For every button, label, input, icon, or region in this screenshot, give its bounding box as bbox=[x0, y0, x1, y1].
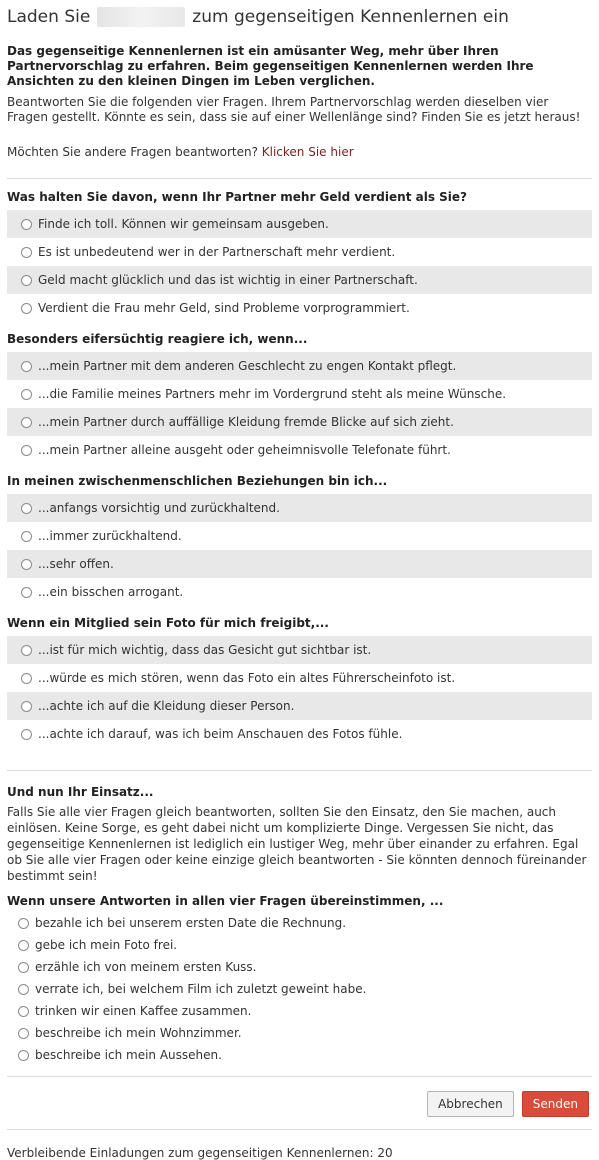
radio-button[interactable] bbox=[21, 417, 32, 428]
answer-option[interactable] bbox=[7, 522, 592, 550]
radio-button[interactable] bbox=[18, 918, 29, 929]
other-questions-link[interactable]: Klicken Sie hier bbox=[261, 145, 354, 159]
answer-label: ...ein bisschen arrogant. bbox=[38, 585, 184, 599]
answer-label: ...mein Partner durch auffällige Kleidung fremde Blicke auf sich zieht. bbox=[38, 415, 454, 429]
stake-section bbox=[7, 785, 592, 1066]
answer-option[interactable] bbox=[7, 294, 592, 322]
radio-button[interactable] bbox=[21, 503, 32, 514]
other-questions-line bbox=[7, 145, 592, 160]
send-button[interactable]: Senden bbox=[522, 1091, 589, 1117]
stake-choice[interactable] bbox=[7, 912, 592, 934]
radio-button[interactable] bbox=[18, 962, 29, 973]
title-prefix: Laden Sie bbox=[7, 7, 91, 27]
stake-choice[interactable] bbox=[7, 978, 592, 1000]
answer-label: Geld macht glücklich und das ist wichtig in einer Partnerschaft. bbox=[38, 273, 418, 287]
radio-button[interactable] bbox=[21, 275, 32, 286]
radio-button[interactable] bbox=[18, 1050, 29, 1061]
stake-choice-label: beschreibe ich mein Aussehen. bbox=[35, 1048, 222, 1062]
question-title: Was halten Sie davon, wenn Ihr Partner mehr Geld verdient als Sie? bbox=[7, 190, 467, 204]
stake-condition: Wenn unsere Antworten in allen vier Fragen übereinstimmen, ... bbox=[7, 894, 444, 908]
radio-button[interactable] bbox=[21, 729, 32, 740]
stake-choice[interactable] bbox=[7, 1044, 592, 1066]
radio-button[interactable] bbox=[21, 361, 32, 372]
title-suffix: zum gegenseitigen Kennenlernen ein bbox=[192, 7, 509, 27]
cancel-button[interactable]: Abbrechen bbox=[427, 1091, 514, 1117]
radio-button[interactable] bbox=[18, 984, 29, 995]
other-questions-prompt: Möchten Sie andere Fragen beantworten? bbox=[7, 145, 258, 159]
divider bbox=[7, 1076, 592, 1077]
divider bbox=[7, 770, 592, 771]
intro-bold-text: Das gegenseitige Kennenlernen ist ein amüsanter Weg, mehr über Ihren Partnervorschlag zu erfahren. Beim gegenseitigen Kennenlernen werden Ihre Ansichten zu den kleinen Dingen im Leben verglichen. bbox=[7, 44, 534, 88]
answer-option[interactable] bbox=[7, 352, 592, 380]
answer-label: ...sehr offen. bbox=[38, 557, 114, 571]
remaining-label: Verbleibende Einladungen zum gegenseitigen Kennenlernen: bbox=[7, 1146, 374, 1160]
radio-button[interactable] bbox=[21, 219, 32, 230]
radio-button[interactable] bbox=[21, 587, 32, 598]
answer-option[interactable] bbox=[7, 436, 592, 464]
answer-option[interactable] bbox=[7, 578, 592, 606]
question-3 bbox=[7, 474, 592, 606]
question-4 bbox=[7, 616, 592, 748]
answer-label: ...achte ich darauf, was ich beim Anschauen des Fotos fühle. bbox=[38, 727, 403, 741]
remaining-invitations bbox=[7, 1146, 592, 1160]
answer-label: Es ist unbedeutend wer in der Partnerschaft mehr verdient. bbox=[38, 245, 396, 259]
intro-section bbox=[7, 44, 592, 160]
remaining-count: 20 bbox=[377, 1146, 393, 1160]
answer-label: Finde ich toll. Können wir gemeinsam ausgeben. bbox=[38, 217, 329, 231]
answer-option[interactable] bbox=[7, 494, 592, 522]
answer-label: ...würde es mich stören, wenn das Foto ein altes Führerscheinfoto ist. bbox=[38, 671, 456, 685]
answer-label: ...mein Partner alleine ausgeht oder geheimnisvolle Telefonate führt. bbox=[38, 443, 451, 457]
radio-button[interactable] bbox=[21, 389, 32, 400]
stake-choice-label: beschreibe ich mein Wohnzimmer. bbox=[35, 1026, 242, 1040]
radio-button[interactable] bbox=[21, 673, 32, 684]
question-1 bbox=[7, 190, 592, 322]
stake-choice-label: bezahle ich bei unserem ersten Date die Rechnung. bbox=[35, 916, 347, 930]
answer-option[interactable] bbox=[7, 692, 592, 720]
answer-label: ...immer zurückhaltend. bbox=[38, 529, 182, 543]
radio-button[interactable] bbox=[21, 559, 32, 570]
answer-option[interactable] bbox=[7, 380, 592, 408]
answer-label: ...anfangs vorsichtig und zurückhaltend. bbox=[38, 501, 280, 515]
answer-option[interactable] bbox=[7, 664, 592, 692]
radio-button[interactable] bbox=[18, 1006, 29, 1017]
radio-button[interactable] bbox=[21, 303, 32, 314]
answer-label: ...die Familie meines Partners mehr im Vordergrund steht als meine Wünsche. bbox=[38, 387, 507, 401]
stake-choice-label: trinken wir einen Kaffee zusammen. bbox=[35, 1004, 252, 1018]
answer-label: ...mein Partner mit dem anderen Geschlecht zu engen Kontakt pflegt. bbox=[38, 359, 457, 373]
radio-button[interactable] bbox=[21, 247, 32, 258]
answer-option[interactable] bbox=[7, 550, 592, 578]
stake-choice-label: verrate ich, bei welchem Film ich zuletzt geweint habe. bbox=[35, 982, 367, 996]
stake-choices bbox=[7, 912, 592, 1066]
divider bbox=[7, 178, 592, 179]
page-title bbox=[7, 0, 592, 28]
question-title: Wenn ein Mitglied sein Foto für mich freigibt,... bbox=[7, 616, 329, 630]
radio-button[interactable] bbox=[21, 645, 32, 656]
radio-button[interactable] bbox=[18, 940, 29, 951]
blurred-username bbox=[97, 7, 185, 27]
radio-button[interactable] bbox=[18, 1028, 29, 1039]
stake-choice-label: erzähle ich von meinem ersten Kuss. bbox=[35, 960, 257, 974]
intro-text: Beantworten Sie die folgenden vier Fragen. Ihrem Partnervorschlag werden dieselben vier Fragen gestellt. Könnte es sein, dass sie auf einer Wellenlänge sind? Finden Sie es jetzt heraus! bbox=[7, 95, 581, 124]
radio-button[interactable] bbox=[21, 445, 32, 456]
divider bbox=[7, 1129, 592, 1130]
answer-option[interactable] bbox=[7, 266, 592, 294]
stake-choice-label: gebe ich mein Foto frei. bbox=[35, 938, 178, 952]
stake-title: Und nun Ihr Einsatz... bbox=[7, 785, 154, 799]
answer-option[interactable] bbox=[7, 408, 592, 436]
radio-button[interactable] bbox=[21, 531, 32, 542]
question-title: Besonders eifersüchtig reagiere ich, wenn... bbox=[7, 332, 308, 346]
answer-label: ...achte ich auf die Kleidung dieser Person. bbox=[38, 699, 295, 713]
stake-text: Falls Sie alle vier Fragen gleich beantworten, sollten Sie den Einsatz, den Sie machen, auch einlösen. Keine Sorge, es geht dabei nicht um komplizierte Dinge. Vergessen Sie nicht, das gegenseitige Kennenlernen ist lediglich ein lustiger Weg, mehr über einander zu erfahren. Egal ob Sie alle vier Fragen oder keine einzige gleich beantworten - Sie könnten dennoch füreinander bestimmt sein! bbox=[7, 805, 587, 883]
answer-label: Verdient die Frau mehr Geld, sind Probleme vorprogrammiert. bbox=[38, 301, 410, 315]
answer-label: ...ist für mich wichtig, dass das Gesicht gut sichtbar ist. bbox=[38, 643, 372, 657]
stake-choice[interactable] bbox=[7, 956, 592, 978]
answer-option[interactable] bbox=[7, 636, 592, 664]
stake-choice[interactable] bbox=[7, 934, 592, 956]
question-title: In meinen zwischenmenschlichen Beziehungen bin ich... bbox=[7, 474, 388, 488]
answer-option[interactable] bbox=[7, 238, 592, 266]
form-actions bbox=[7, 1091, 592, 1117]
answer-option[interactable] bbox=[7, 720, 592, 748]
stake-choice[interactable] bbox=[7, 1022, 592, 1044]
answer-option[interactable] bbox=[7, 210, 592, 238]
radio-button[interactable] bbox=[21, 701, 32, 712]
stake-choice[interactable] bbox=[7, 1000, 592, 1022]
question-2 bbox=[7, 332, 592, 464]
